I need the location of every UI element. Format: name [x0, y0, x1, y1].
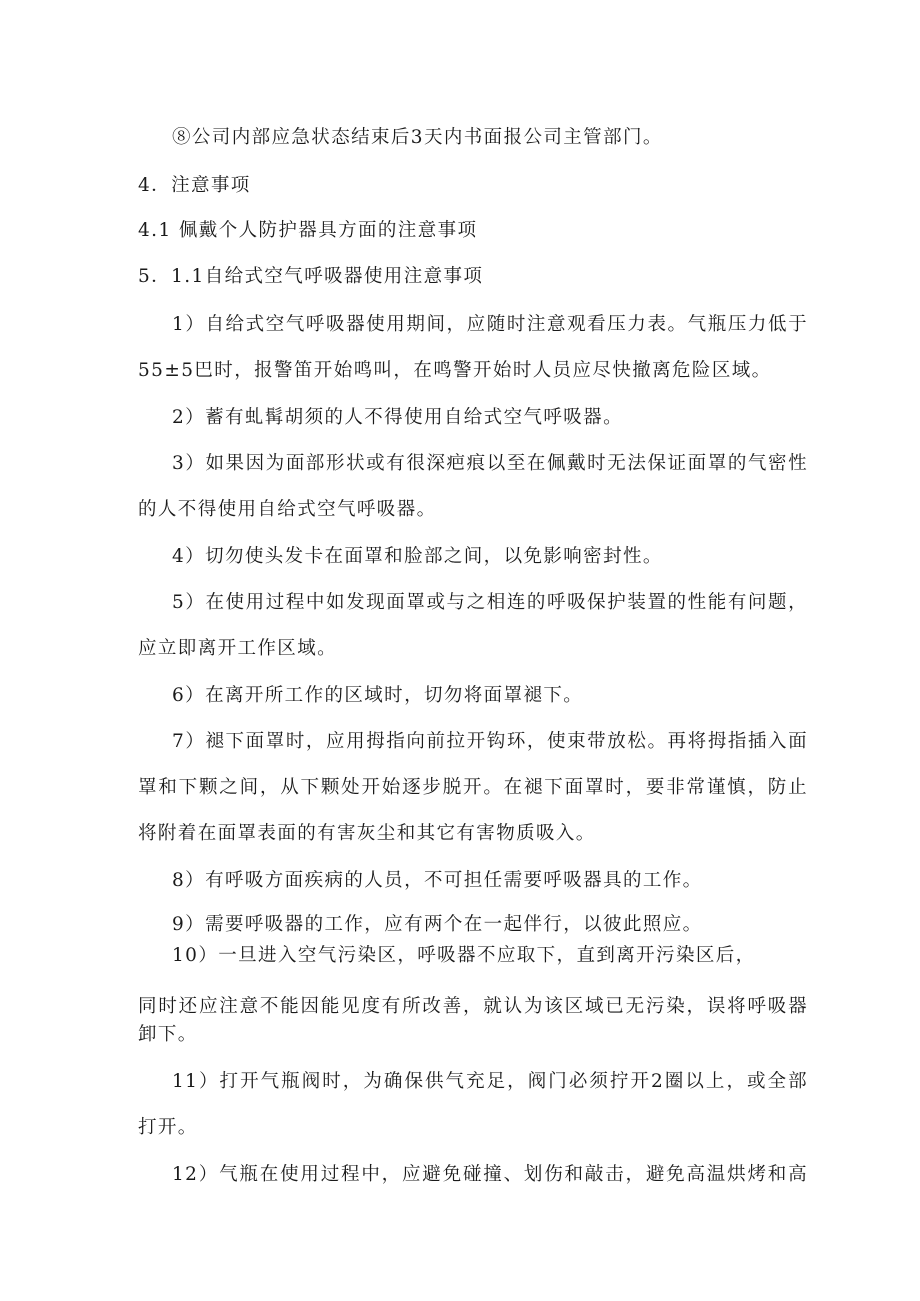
item-6: 6）在离开所工作的区域时，切勿将面罩褪下。 [172, 685, 584, 706]
item-7-line-3: 将附着在面罩表面的有害灰尘和其它有害物质吸入。 [138, 823, 596, 844]
item-11-line-1: 11）打开气瓶阀时，为确保供气充足，阀门必须拧开2圈以上，或全部 [172, 1071, 808, 1092]
item-5-line-1: 5）在使用过程中如发现面罩或与之相连的呼吸保护装置的性能有问题， [172, 592, 808, 613]
item-10-line-2: 同时还应注意不能因能见度有所改善，就认为该区域已无污染，误将呼吸器 [138, 996, 808, 1017]
item-2: 2）蓄有虬髯胡须的人不得使用自给式空气呼吸器。 [172, 407, 623, 428]
item-10-line-1: 10）一旦进入空气污染区，呼吸器不应取下，直到离开污染区后， [172, 945, 756, 966]
item-9: 9）需要呼吸器的工作，应有两个在一起伴行，以彼此照应。 [172, 914, 703, 935]
item-1-line-1: 1）自给式空气呼吸器使用期间，应随时注意观看压力表。气瓶压力低于 [172, 314, 808, 335]
item-3-line-2: 的人不得使用自给式空气呼吸器。 [138, 499, 437, 520]
item-5-line-2: 应立即离开工作区域。 [138, 638, 338, 659]
section-heading-5-1-1: 5．1.1自给式空气呼吸器使用注意事项 [138, 266, 484, 287]
section-heading-4: 4．注意事项 [138, 175, 251, 196]
item-1-line-2: 55±5巴时，报警笛开始鸣叫，在鸣警开始时人员应尽快撤离危险区域。 [138, 360, 772, 381]
item-4: 4）切勿使头发卡在面罩和脸部之间，以免影响密封性。 [172, 546, 663, 567]
section-heading-4-1: 4.1 佩戴个人防护器具方面的注意事项 [138, 220, 478, 241]
item-12-line-1: 12）气瓶在使用过程中，应避免碰撞、划伤和敲击，避免高温烘烤和高 [172, 1164, 808, 1185]
item-7-line-2: 罩和下颗之间，从下颗处开始逐步脱开。在褪下面罩时，要非常谨慎，防止 [138, 777, 808, 798]
item-11-line-2: 打开。 [138, 1117, 198, 1138]
item-8: 8）有呼吸方面疾病的人员，不可担任需要呼吸器具的工作。 [172, 870, 703, 891]
item-7-line-1: 7）褪下面罩时，应用拇指向前拉开钩环，使束带放松。再将拇指插入面 [172, 731, 808, 752]
item-10-line-3: 卸下。 [138, 1024, 198, 1045]
item-3-line-1: 3）如果因为面部形状或有很深疤痕以至在佩戴时无法保证面罩的气密性 [172, 453, 808, 474]
paragraph-step-8: ⑧公司内部应急状态结束后3天内书面报公司主管部门。 [172, 127, 663, 148]
